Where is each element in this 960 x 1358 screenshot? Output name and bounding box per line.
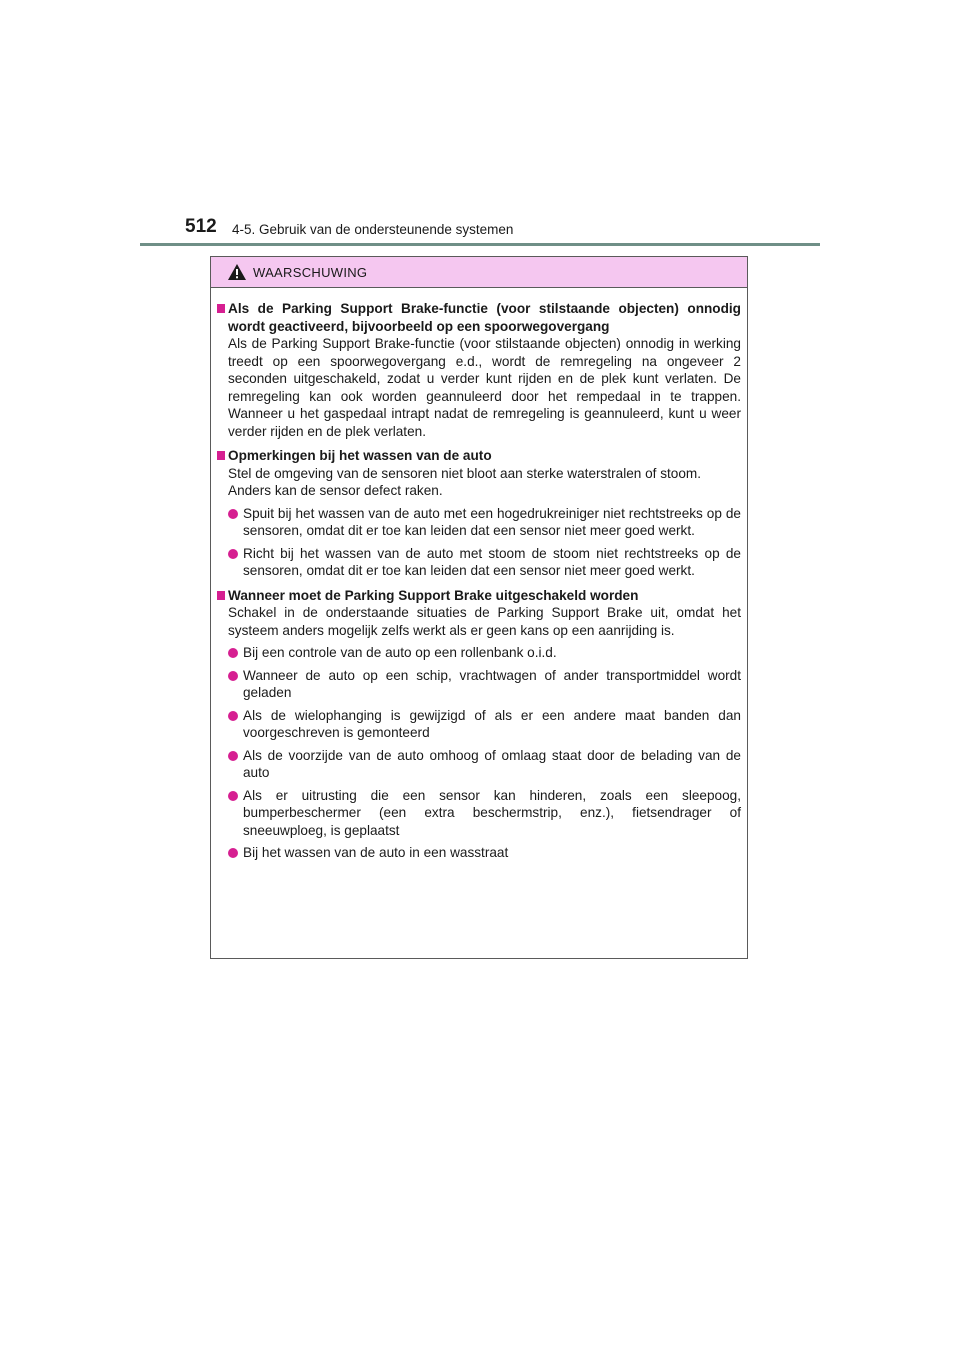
warning-body (211, 288, 747, 862)
warning-item-disable-brake (217, 587, 741, 862)
square-bullet-icon (217, 451, 225, 460)
round-bullet-icon (228, 509, 238, 519)
list-item (228, 545, 741, 580)
item-heading-text: Opmerkingen bij het wassen van de auto (228, 448, 492, 463)
list-item-text: Bij het wassen van de auto in een wasstraat (243, 845, 509, 860)
warning-title: WAARSCHUWING (253, 265, 368, 280)
square-bullet-icon (217, 304, 225, 313)
list-item-text: Als de wielophanging is gewijzigd of als er een andere maat banden dan voorgeschreven is gemonteerd (243, 707, 741, 740)
warning-triangle-icon (227, 263, 247, 281)
warning-item-railway-crossing (217, 300, 741, 440)
item-heading (217, 447, 741, 465)
warning-item-car-wash-notes (217, 447, 741, 580)
page-number: 512 (185, 216, 217, 237)
round-bullet-icon (228, 648, 238, 658)
item-paragraph: Als de Parking Support Brake-functie (voor stilstaande objecten) onnodig in werking treedt op een spoorwegovergang e.d., wordt de remregeling na ongeveer 2 seconden uitgeschakeld, zodat u verder kunt rijden en de plek kunt verlaten. De remregeling kan ook worden geannuleerd door het rempedaal in te trappen. Wanneer u het gaspedaal intrapt nadat de remregeling is geannuleerd, kunt u weer verder rijden en de plek verlaten. (228, 336, 741, 439)
list-item-text: Wanneer de auto op een schip, vrachtwagen of ander transportmiddel wordt geladen (243, 667, 741, 700)
list-item (228, 644, 741, 662)
list-item (228, 747, 741, 782)
round-bullet-icon (228, 711, 238, 721)
list-item (228, 787, 741, 840)
warning-box (210, 256, 748, 959)
round-bullet-icon (228, 848, 238, 858)
list-item-text: Als de voorzijde van de auto omhoog of omlaag staat door de belading van de auto (243, 747, 741, 780)
item-heading (217, 300, 741, 335)
list-item-text: Bij een controle van de auto op een rollenbank o.i.d. (243, 645, 557, 660)
list-item (228, 707, 741, 742)
warning-header (211, 257, 747, 288)
round-bullet-icon (228, 791, 238, 801)
bullet-list (217, 505, 741, 580)
list-item-text: Als er uitrusting die een sensor kan hinderen, zoals een sleepoog, bumperbeschermer (een extra beschermstrip, enz.), fietsendrager of sneeuwploeg, is geplaatst (243, 787, 741, 838)
round-bullet-icon (228, 671, 238, 681)
square-bullet-icon (217, 591, 225, 600)
item-paragraph: Anders kan de sensor defect raken. (228, 483, 443, 498)
header-rule (140, 243, 820, 246)
bullet-list (217, 644, 741, 862)
list-item-text: Richt bij het wassen van de auto met stoom de stoom niet rechtstreeks op de sensoren, omdat dit er toe kan leiden dat een sensor niet meer goed werkt. (243, 545, 741, 578)
round-bullet-icon (228, 549, 238, 559)
item-paragraph: Stel de omgeving van de sensoren niet bloot aan sterke waterstralen of stoom. (228, 465, 702, 481)
item-heading-text: Wanneer moet de Parking Support Brake uitgeschakeld worden (228, 587, 639, 603)
item-heading (217, 587, 741, 605)
item-paragraph: Schakel in de onderstaande situaties de Parking Support Brake uit, omdat het systeem anders mogelijk zelfs werkt als er geen kans op een aanrijding is. (228, 605, 741, 638)
item-heading-text: Als de Parking Support Brake-functie (voor stilstaande objecten) onnodig wordt geactiveerd, bijvoorbeeld op een spoorwegovergang (228, 301, 741, 334)
page-header (0, 0, 960, 250)
round-bullet-icon (228, 751, 238, 761)
list-item (228, 505, 741, 540)
list-item-text: Spuit bij het wassen van de auto met een hogedrukreiniger niet rechtstreeks op de sensoren, omdat dit er toe kan leiden dat een sensor niet meer goed werkt. (243, 505, 741, 538)
section-title: 4-5. Gebruik van de ondersteunende systemen (232, 222, 514, 237)
list-item (228, 844, 741, 862)
list-item (228, 667, 741, 702)
